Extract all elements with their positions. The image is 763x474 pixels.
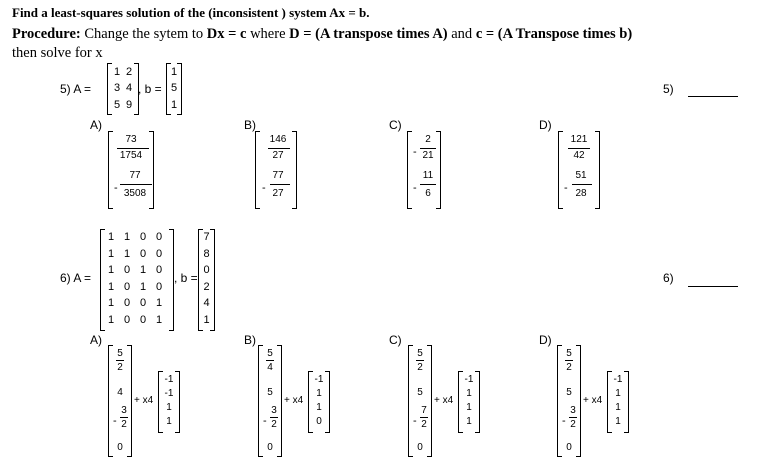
q6-option-a-label: A) bbox=[90, 333, 102, 347]
q5-b-cell: 5 bbox=[170, 82, 178, 94]
q5-label: 5) A = bbox=[60, 82, 92, 96]
minus-sign: - bbox=[564, 182, 568, 194]
fraction-bar bbox=[270, 417, 278, 418]
minus-sign: - bbox=[263, 415, 267, 427]
vector-entry: 1 bbox=[166, 402, 172, 413]
q6-b-cell: 4 bbox=[203, 297, 210, 309]
q6-a-cell: 1 bbox=[107, 247, 115, 260]
q6-a-cell: 1 bbox=[123, 247, 131, 260]
q5-option-c-matrix bbox=[407, 131, 441, 209]
fraction-bar bbox=[270, 184, 290, 185]
q6-a-cell: 0 bbox=[139, 247, 147, 260]
particular-solution-vector bbox=[408, 345, 432, 457]
fraction-denominator: 2 bbox=[421, 419, 427, 430]
vector-entry: -1 bbox=[464, 374, 474, 385]
vector-entry: 0 bbox=[566, 442, 572, 453]
q6-a-cell: 0 bbox=[139, 313, 147, 326]
q5-option-b-matrix bbox=[255, 131, 297, 209]
fraction-denominator: 4 bbox=[267, 362, 273, 373]
q5-b-cell: 1 bbox=[170, 66, 178, 78]
q6-matrix-a bbox=[100, 229, 174, 331]
procedure-eq-2: D = (A transpose times A) bbox=[289, 26, 448, 42]
fraction-denominator: 27 bbox=[272, 188, 284, 199]
vector-entry: 0 bbox=[117, 442, 123, 453]
q5-option-d-matrix bbox=[558, 131, 600, 209]
q6-option-c-label: C) bbox=[389, 333, 402, 347]
vector-entry: 1 bbox=[615, 388, 621, 399]
fraction-denominator: 1754 bbox=[119, 150, 143, 161]
q6-b-cell: 0 bbox=[203, 264, 210, 276]
fraction-bar bbox=[268, 148, 290, 149]
vector-entry: 1 bbox=[466, 388, 472, 399]
q6-b-cell: 7 bbox=[203, 231, 210, 243]
procedure-text-2: where bbox=[250, 26, 286, 42]
q5-a-cell: 9 bbox=[125, 99, 133, 111]
q6-a-cell: 1 bbox=[139, 264, 147, 276]
q6-a-cell: 1 bbox=[107, 231, 115, 243]
q5-vector-b bbox=[166, 63, 182, 115]
q6-a-cell: 1 bbox=[107, 280, 115, 293]
fraction-denominator: 2 bbox=[271, 419, 277, 430]
vector-entry: 0 bbox=[316, 416, 322, 427]
fraction-denominator: 27 bbox=[272, 150, 284, 161]
vector-entry: 0 bbox=[267, 442, 273, 453]
fraction-bar bbox=[416, 360, 424, 361]
procedure-label: Procedure: bbox=[12, 26, 81, 42]
null-space-vector bbox=[607, 371, 629, 433]
vector-entry: 5 bbox=[566, 387, 572, 398]
null-space-vector bbox=[308, 371, 330, 433]
problem-title: Find a least-squares solution of the (inconsistent ) system Ax = b. bbox=[12, 5, 370, 20]
fraction-numerator: 5 bbox=[117, 348, 123, 359]
vector-entry: -1 bbox=[164, 388, 174, 399]
vector-entry: 1 bbox=[166, 416, 172, 427]
minus-sign: - bbox=[413, 415, 417, 427]
fraction-numerator: 121 bbox=[570, 134, 588, 145]
q5-a-cell: 2 bbox=[125, 66, 133, 78]
fraction-bar bbox=[420, 184, 436, 185]
fraction-denominator: 2 bbox=[121, 419, 127, 430]
fraction-numerator: 73 bbox=[125, 134, 137, 145]
fraction-numerator: 3 bbox=[121, 405, 127, 416]
q5-option-d-label: D) bbox=[539, 118, 552, 132]
fraction-denominator: 3508 bbox=[123, 188, 147, 199]
null-space-vector bbox=[158, 371, 180, 433]
fraction-numerator: 2 bbox=[425, 134, 431, 145]
minus-sign: - bbox=[262, 182, 266, 194]
fraction-bar bbox=[116, 360, 124, 361]
fraction-numerator: 5 bbox=[566, 348, 572, 359]
fraction-numerator: 11 bbox=[422, 170, 434, 181]
q6-a-cell: 0 bbox=[123, 264, 131, 276]
q6-option-d-label: D) bbox=[539, 333, 552, 347]
q5-option-a-label: A) bbox=[90, 118, 102, 132]
q6-a-cell: 0 bbox=[155, 247, 163, 260]
fraction-bar bbox=[420, 148, 436, 149]
vector-entry: -1 bbox=[613, 374, 623, 385]
procedure-text-1: Change the sytem to bbox=[84, 26, 204, 42]
vector-entry: 1 bbox=[466, 416, 472, 427]
fraction-bar bbox=[120, 417, 128, 418]
q6-answer-blank[interactable] bbox=[688, 286, 738, 287]
particular-solution-vector bbox=[557, 345, 581, 457]
vector-entry: 1 bbox=[316, 388, 322, 399]
q6-label: 6) A = bbox=[60, 271, 92, 285]
minus-sign: - bbox=[562, 415, 566, 427]
q5-a-cell: 3 bbox=[113, 82, 121, 94]
procedure-eq-3: c = (A Transpose times b) bbox=[475, 26, 633, 42]
q6-b-cell: 2 bbox=[203, 280, 210, 293]
procedure-line bbox=[12, 26, 632, 43]
fraction-denominator: 6 bbox=[425, 188, 431, 199]
fraction-numerator: 77 bbox=[272, 170, 284, 181]
q6-a-cell: 0 bbox=[155, 264, 163, 276]
q5-b-label: , b = bbox=[138, 82, 162, 96]
fraction-denominator: 2 bbox=[417, 362, 423, 373]
vector-entry: 1 bbox=[615, 416, 621, 427]
vector-entry: 5 bbox=[417, 387, 423, 398]
procedure-then: then solve for x bbox=[12, 45, 103, 61]
fraction-numerator: 51 bbox=[575, 170, 587, 181]
minus-sign: - bbox=[413, 182, 417, 194]
q6-a-cell: 1 bbox=[107, 297, 115, 309]
plus-x4-label: + x4 bbox=[434, 395, 454, 406]
fraction-numerator: 7 bbox=[421, 405, 427, 416]
fraction-numerator: 5 bbox=[417, 348, 423, 359]
fraction-numerator: 3 bbox=[271, 405, 277, 416]
fraction-bar bbox=[266, 360, 274, 361]
fraction-denominator: 2 bbox=[566, 362, 572, 373]
q5-b-cell: 1 bbox=[170, 99, 178, 111]
q5-matrix-a bbox=[107, 63, 139, 115]
q6-a-cell: 1 bbox=[107, 264, 115, 276]
fraction-denominator: 42 bbox=[573, 150, 585, 161]
vector-entry: 1 bbox=[615, 402, 621, 413]
fraction-denominator: 21 bbox=[422, 150, 434, 161]
q6-a-cell: 1 bbox=[139, 280, 147, 293]
q6-a-cell: 1 bbox=[155, 313, 163, 326]
fraction-numerator: 77 bbox=[129, 170, 141, 181]
q6-vector-b bbox=[198, 229, 215, 331]
particular-solution-vector bbox=[258, 345, 282, 457]
q5-answer-label: 5) bbox=[663, 82, 674, 96]
fraction-bar bbox=[117, 148, 149, 149]
fraction-denominator: 28 bbox=[575, 188, 587, 199]
vector-entry: 4 bbox=[117, 387, 123, 398]
q5-option-a-matrix bbox=[108, 131, 154, 209]
vector-entry: 0 bbox=[417, 442, 423, 453]
q6-a-cell: 0 bbox=[123, 297, 131, 309]
fraction-denominator: 2 bbox=[570, 419, 576, 430]
q6-a-cell: 0 bbox=[155, 231, 163, 243]
vector-entry: 1 bbox=[316, 402, 322, 413]
q6-a-cell: 1 bbox=[107, 313, 115, 326]
fraction-bar bbox=[569, 417, 577, 418]
plus-x4-label: + x4 bbox=[134, 395, 154, 406]
q5-option-b-label: B) bbox=[244, 118, 256, 132]
q6-a-cell: 0 bbox=[123, 313, 131, 326]
q6-a-cell: 0 bbox=[155, 280, 163, 293]
vector-entry: -1 bbox=[164, 374, 174, 385]
procedure-text-3: and bbox=[451, 26, 473, 42]
vector-entry: -1 bbox=[314, 374, 324, 385]
vector-entry: 1 bbox=[466, 402, 472, 413]
minus-sign: - bbox=[114, 182, 118, 194]
q5-a-cell: 4 bbox=[125, 82, 133, 94]
q5-a-cell: 5 bbox=[113, 99, 121, 111]
q5-answer-blank[interactable] bbox=[688, 96, 738, 97]
fraction-bar bbox=[420, 417, 428, 418]
null-space-vector bbox=[458, 371, 480, 433]
plus-x4-label: + x4 bbox=[583, 395, 603, 406]
particular-solution-vector bbox=[108, 345, 132, 457]
q6-answer-label: 6) bbox=[663, 271, 674, 285]
fraction-bar bbox=[568, 148, 590, 149]
fraction-bar bbox=[572, 184, 592, 185]
q6-b-label: , b = bbox=[174, 271, 198, 285]
q6-b-cell: 1 bbox=[203, 313, 210, 326]
fraction-bar bbox=[120, 184, 152, 185]
procedure-eq-1: Dx = c bbox=[206, 26, 247, 42]
q6-a-cell: 0 bbox=[139, 297, 147, 309]
q6-option-b-label: B) bbox=[244, 333, 256, 347]
fraction-numerator: 146 bbox=[269, 134, 287, 145]
fraction-denominator: 2 bbox=[117, 362, 123, 373]
minus-sign: - bbox=[113, 415, 117, 427]
q6-a-cell: 0 bbox=[123, 280, 131, 293]
q5-a-cell: 1 bbox=[113, 66, 121, 78]
minus-sign: - bbox=[413, 146, 417, 158]
fraction-bar bbox=[565, 360, 573, 361]
vector-entry: 5 bbox=[267, 387, 273, 398]
q6-a-cell: 1 bbox=[155, 297, 163, 309]
fraction-numerator: 5 bbox=[267, 348, 273, 359]
q5-option-c-label: C) bbox=[389, 118, 402, 132]
plus-x4-label: + x4 bbox=[284, 395, 304, 406]
q6-a-cell: 1 bbox=[123, 231, 131, 243]
q6-a-cell: 0 bbox=[139, 231, 147, 243]
fraction-numerator: 3 bbox=[570, 405, 576, 416]
q6-b-cell: 8 bbox=[203, 247, 210, 260]
